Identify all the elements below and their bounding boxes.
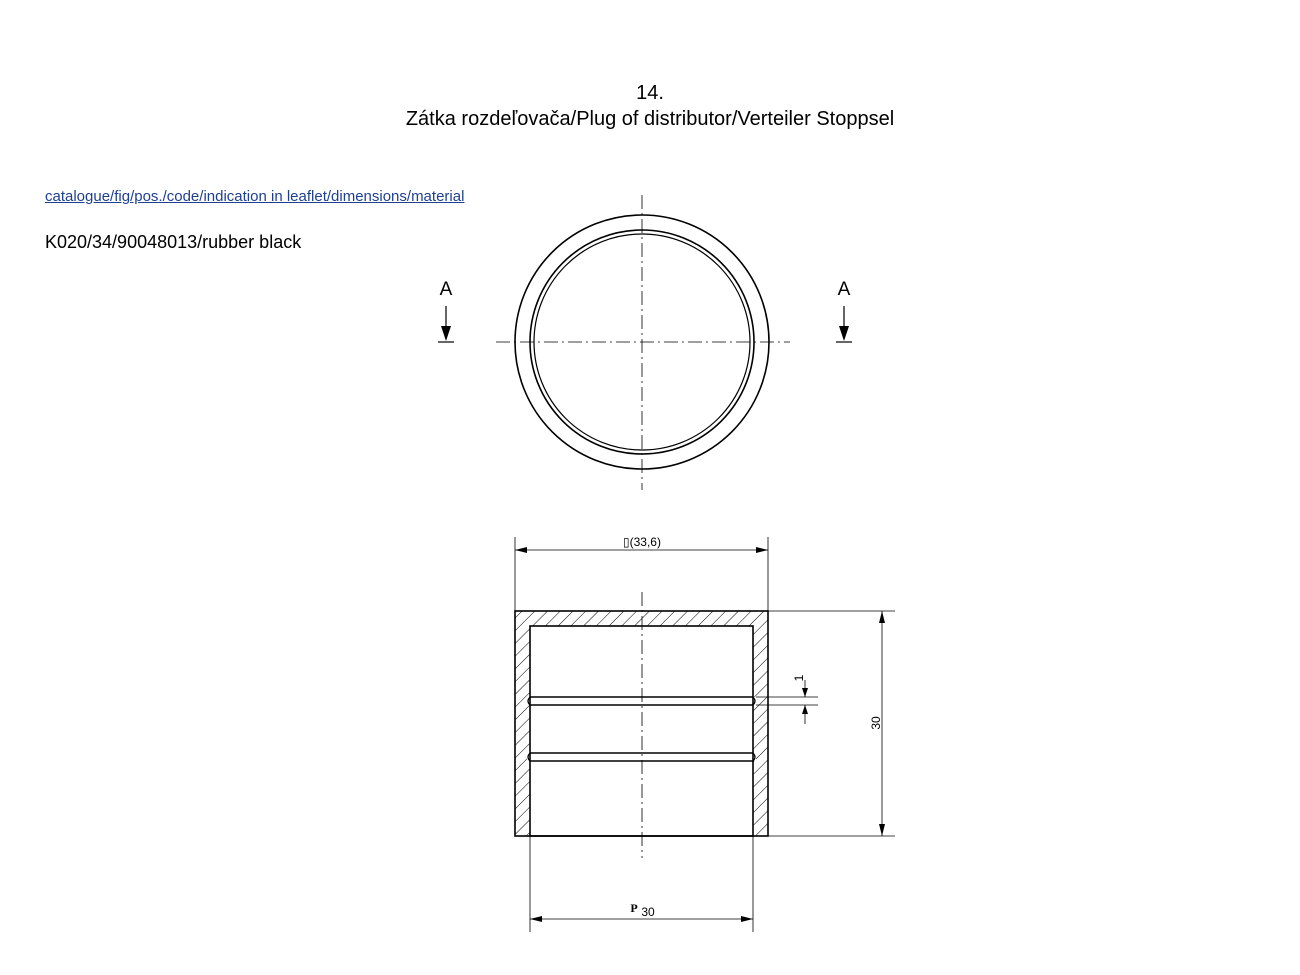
top-view [438,195,852,490]
groove-value: 1 [792,674,806,682]
part-spec: K020/34/90048013/rubber black [45,232,302,252]
dimension-outer-diameter [515,535,768,611]
section-label-right: A [837,279,851,300]
section-inner-outline [530,626,753,836]
section-arrow-left [438,279,454,342]
catalogue-link[interactable]: catalogue/fig/pos./code/indication in leaflet/dimensions/material [45,188,465,205]
dimension-height [768,611,895,836]
section-outer-outline [515,611,768,836]
height-value: 30 [869,716,883,730]
section-label-left: A [439,279,453,300]
outer-diameter-value: (33,6) [629,535,661,549]
section-wall-hatch [515,611,768,836]
section-view [515,535,895,932]
inner-diameter-symbol: P [630,901,638,915]
figure-number: 14. [636,82,664,104]
dimension-inner-diameter [530,836,753,932]
diameter-symbol: ▯ [623,535,630,549]
inner-diameter-value: 30 [641,905,655,919]
groove-lower [527,753,756,761]
page-title: Zátka rozdeľovača/Plug of distributor/Verteiler Stoppsel [405,108,895,130]
section-arrow-right [836,279,852,342]
svg-text:▯(33,6) [623,535,661,549]
groove-upper [527,697,756,705]
